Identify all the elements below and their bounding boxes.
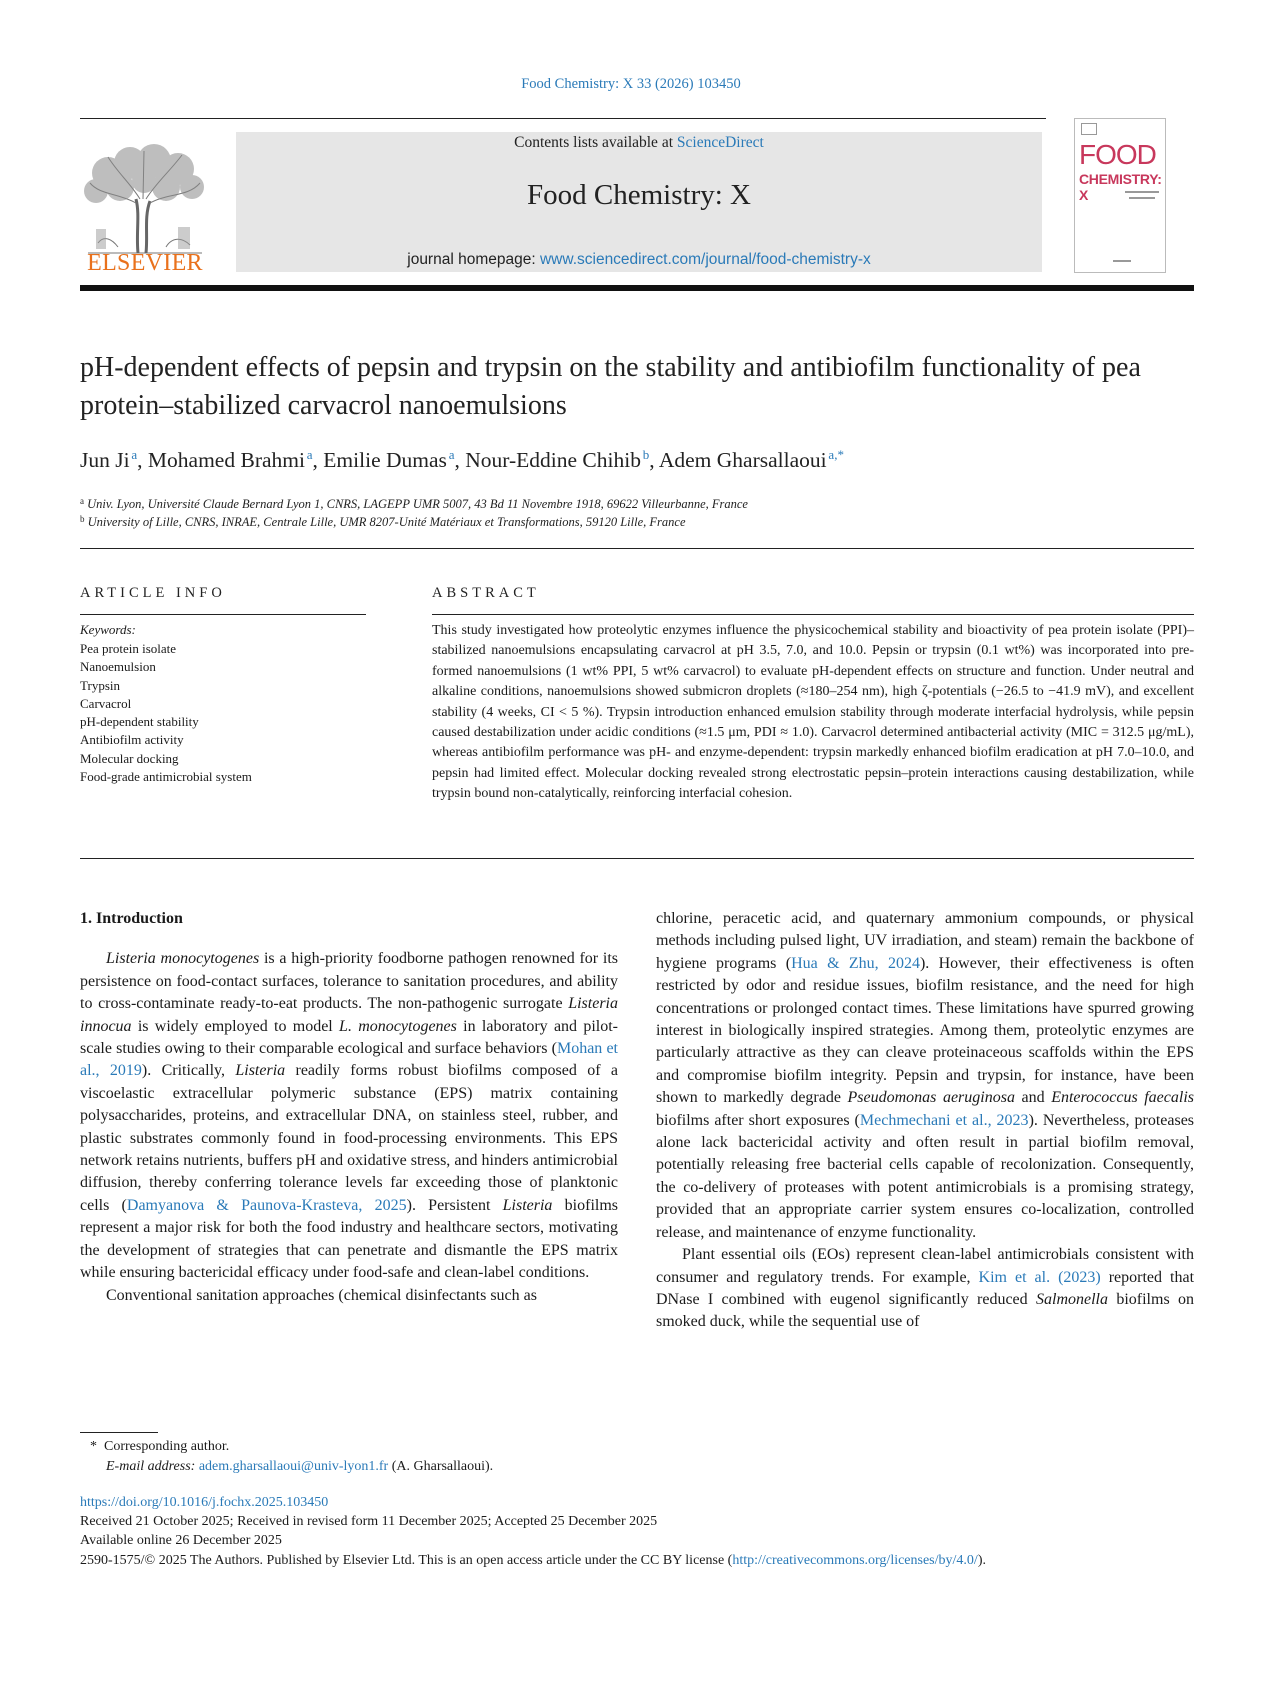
cover-title-chemistry: CHEMISTRY: X <box>1079 171 1162 203</box>
keyword: Antibiofilm activity <box>80 732 184 748</box>
corresponding-author-note: * Corresponding author. <box>90 1439 230 1454</box>
citation-link[interactable]: Damyanova & Paunova-Krasteva, 2025 <box>126 1196 407 1214</box>
author[interactable]: Jun Ji $^a$, <box>80 447 148 472</box>
species-name: Listeria <box>235 1062 286 1080</box>
author[interactable]: Mohamed Brahmi $^a$, <box>147 447 324 472</box>
author[interactable]: Emilie Dumas $^a$, <box>323 447 466 472</box>
journal-cover-thumbnail[interactable] <box>1074 118 1166 273</box>
species-name: Listeria innocua <box>80 995 618 1035</box>
section-heading-introduction: 1. Introduction <box>80 910 183 927</box>
author-list <box>80 447 1180 473</box>
license-link[interactable]: http://creativecommons.org/licenses/by/4.0/ <box>732 1552 978 1568</box>
author[interactable]: Nour-Eddine Chihib $^b$, <box>465 447 659 472</box>
received-dates: Received 21 October 2025; Received in revised form 11 December 2025; Accepted 25 December 2025 <box>80 1514 658 1530</box>
section-rule <box>80 548 1194 549</box>
species-name: Listeria monocytogenes <box>106 950 260 968</box>
email-note: E-mail address: adem.gharsallaoui@univ-lyon1.fr (A. Gharsallaoui). <box>106 1459 494 1474</box>
body-column-right <box>656 908 1194 1334</box>
article-footer <box>80 1493 1194 1570</box>
body-column-left <box>80 908 618 1307</box>
affiliation-a: $^a$ Univ. Lyon, Université Claude Bernard Lyon 1, CNRS, LAGEPP UMR 5007, 43 Bd 11 Novembre 1918, 69622 Villeurbanne, France <box>80 496 748 511</box>
keyword: Trypsin <box>80 677 120 693</box>
author-email-link[interactable]: adem.gharsallaoui@univ-lyon1.fr <box>198 1459 389 1474</box>
paragraph: Plant essential oils (EOs) represent clean-label antimicrobials consistent with consumer and regulatory trends. For example, Kim et al. (2023) reported that DNase I combined with eugenol significantly reduced Salmonella biofilms on smoked duck, while the sequential use of <box>656 1246 1195 1331</box>
species-name: Pseudomonas aeruginosa <box>847 1089 1015 1107</box>
author[interactable]: Adem Gharsallaoui $^{a,*}$ <box>658 447 844 472</box>
keywords-label: Keywords: <box>80 622 136 637</box>
article-title: pH-dependent effects of pepsin and trypsin on the stability and antibiofilm functionality of pea protein–stabilized carvacrol nanoemulsions <box>80 352 1141 421</box>
cover-editor-line <box>1125 191 1159 193</box>
keyword: Food-grade antimicrobial system <box>80 769 252 785</box>
abstract-heading: ABSTRACT <box>432 585 540 601</box>
species-name: Enterococcus faecalis <box>1051 1089 1194 1107</box>
running-head[interactable]: Food Chemistry: X 33 (2026) 103450 <box>521 76 741 92</box>
keyword: Nanoemulsion <box>80 659 156 675</box>
species-name: Listeria <box>502 1196 553 1214</box>
keyword: Pea protein isolate <box>80 641 177 656</box>
affiliation-b: $^b$ University of Lille, CNRS, INRAE, Centrale Lille, UMR 8207-Unité Matériaux et Transformations, 59120 Lille, France <box>80 514 686 529</box>
paragraph: Conventional sanitation approaches (chemical disinfectants such as <box>106 1286 537 1304</box>
article-info-heading: ARTICLE INFO <box>80 585 226 601</box>
citation-link[interactable]: Kim et al. (2023) <box>978 1268 1101 1286</box>
sciencedirect-link[interactable]: ScienceDirect <box>676 134 764 151</box>
cover-logo-icon <box>1081 123 1097 135</box>
abstract-text: This study investigated how proteolytic enzymes influence the physicochemical stability and bioactivity of pea protein isolate (PPI)–stabilized nanoemulsions encapsulating carvacrol at pH 3.5, 7.0, and 10.0. Pepsin or trypsin (0.1 wt%) was incorporated into pre-formed nanoemulsions (1 wt% PPI, 5 wt% carvacrol) to evaluate pH-dependent effects on structure and function. Under neutral and alkaline conditions, nanoemulsions showed submicron droplets (≈180–254 nm), high ζ-potentials (−26.5 to −41.9 mV), and excellent stability (4 weeks, CI < 5 %). Trypsin introduction enhanced emulsion stability through moderate interfacial hydrolysis, while pepsin caused destabilization under acidic conditions (≈1.5 μm, PDI ≈ 1.0). Carvacrol determined antibacterial activity (MIC = 312.5 μg/mL), whereas antibiofilm performance was pH- and enzyme-dependent: trypsin markedly enhanced biofilm eradication at pH 7.0–10.0, and pepsin had limited effect. Molecular docking revealed strong electrostatic pepsin–protein interactions causing destabilization, while trypsin bound non-catalytically, reinforcing interfacial cohesion. <box>432 623 1194 802</box>
species-name: Salmonella <box>1036 1290 1108 1308</box>
journal-name: Food Chemistry: X <box>527 179 751 211</box>
paragraph: Listeria monocytogenes is a high-priority foodborne pathogen renowned for its persistence on food-contact surfaces, tolerance to sanitation procedures, and ability to cross-contaminate ready-to-eat products. The non-pathogenic surrogate Listeria innocua is widely employed to model L. monocytogenes in laboratory and pilot-scale studies owing to their comparable ecological and surface behaviors (Mohan et al., 2019). Critically, Listeria readily forms robust biofilms composed of a viscoelastic extracellular polymeric substance (EPS) matrix containing polysaccharides, proteins, and extracellular DNA, on stainless steel, rubber, and plastic substrates commonly found in food-processing environments. This EPS network retains nutrients, buffers pH and oxidative stress, and hinders antimicrobial diffusion, thereby conferring tolerance levels far exceeding those of planktonic cells (Damyanova & Paunova-Krasteva, 2025). Persistent Listeria biofilms represent a major risk for both the food industry and healthcare sectors, motivating the development of strategies that can penetrate and dismantle the EPS matrix while ensuring bactericidal efficacy under food-safe and clean-label conditions. <box>80 950 619 1282</box>
citation-link[interactable]: Mechmechani et al., 2023 <box>859 1111 1029 1129</box>
keyword: Molecular docking <box>80 750 179 766</box>
license-line: 2590-1575/© 2025 The Authors. Published by Elsevier Ltd. This is an open access article under the CC BY license (http://creativecommons.org/licenses/by/4.0/). <box>80 1552 986 1568</box>
section-rule <box>80 858 1194 859</box>
paragraph: chlorine, peracetic acid, and quaternary ammonium compounds, or physical methods including pulsed light, UV irradiation, and steam) remain the backbone of hygiene programs (Hua & Zhu, 2024). However, their effectiveness is often restricted by odor and residue issues, biofilm resistance, and the need for high concentrations or prolonged contact times. These limitations have spurred growing interest in biologically inspired strategies. Among them, proteolytic enzymes are particularly attractive as they can cleave proteinaceous scaffolds within the EPS and compromise biofilm integrity. Pepsin and trypsin, for instance, have been shown to markedly degrade Pseudomonas aeruginosa and Enterococcus faecalis biofilms after short exposures (Mechmechani et al., 2023). Nevertheless, proteases alone lack bactericidal activity and often result in partial biofilm removal, potentially releasing free bacterial cells capable of recolonization. Consequently, the co-delivery of proteases with potent antimicrobials is a promising strategy, provided that an appropriate carrier system ensures co-localization, controlled release, and maintenance of enzyme functionality. <box>656 910 1195 1241</box>
keyword: pH-dependent stability <box>80 714 199 730</box>
cover-editor-line <box>1129 197 1155 199</box>
doi-link[interactable]: https://doi.org/10.1016/j.fochx.2025.103450 <box>80 1495 329 1510</box>
keyword: Carvacrol <box>80 695 132 711</box>
abstract-rule <box>432 614 1194 615</box>
available-online: Available online 26 December 2025 <box>80 1533 282 1549</box>
citation-link[interactable]: Mohan et al., 2019 <box>80 1040 619 1080</box>
elsevier-wordmark: ELSEVIER <box>87 250 203 276</box>
footnote-rule <box>80 1432 158 1433</box>
cover-title-food: FOOD <box>1079 139 1156 170</box>
contents-available-line: Contents lists available at ScienceDirect <box>514 134 764 151</box>
header-top-rule <box>80 118 1046 119</box>
citation-link[interactable]: Hua & Zhu, 2024 <box>791 954 920 972</box>
article-info-rule <box>80 614 366 615</box>
cover-publisher-mark <box>1113 260 1131 262</box>
keyword-list <box>80 640 370 786</box>
species-name: L. monocytogenes <box>339 1017 457 1035</box>
journal-homepage-line: journal homepage: www.sciencedirect.com/journal/food-chemistry-x <box>407 251 871 268</box>
journal-homepage-link[interactable]: www.sciencedirect.com/journal/food-chemistry-x <box>539 251 871 268</box>
header-thick-rule <box>80 285 1194 291</box>
